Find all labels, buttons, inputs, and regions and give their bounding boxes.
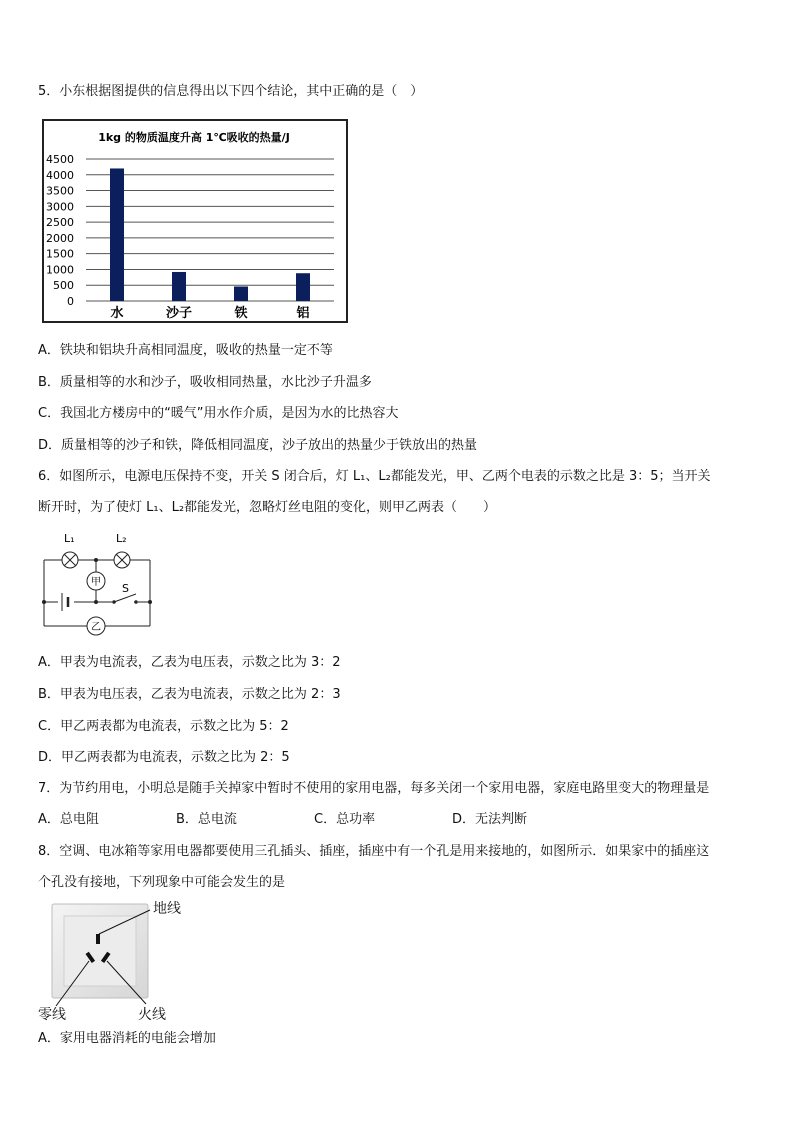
bar-1	[172, 272, 186, 301]
label-live-wire: 火线	[138, 1007, 166, 1023]
q6-stem-line2: 断开时，为了使灯 L₁、L₂都能发光，忽略灯丝电阻的变化，则甲乙两表（ ）	[38, 500, 497, 515]
q6-stem-line1: 6．如图所示，电源电压保持不变，开关 S 闭合后，灯 L₁、L₂都能发光，甲、乙两个电表的示数之比是 3：5；当开关	[38, 469, 711, 484]
label-neutral-wire: 零线	[38, 1007, 66, 1023]
q8-stem-line2: 个孔没有接地，下列现象中可能会发生的是	[38, 875, 286, 890]
bar-0	[110, 168, 124, 301]
y-tick-label: 0	[67, 295, 74, 308]
y-tick-label: 500	[53, 279, 74, 293]
y-tick-label: 4000	[46, 168, 74, 182]
q5-option-d[interactable]: D．质量相等的沙子和铁，降低相同温度，沙子放出的热量少于铁放出的热量	[38, 438, 478, 453]
q7-stem: 7．为节约用电，小明总是随手关掉家中暂时不使用的家用电器，每多关闭一个家用电器，家庭电路里变大的物理量是	[38, 781, 710, 796]
chart-title: 1kg 的物质温度升高 1℃吸收的热量/J	[98, 131, 290, 144]
q5-stem: 5．小东根据图提供的信息得出以下四个结论，其中正确的是（ ）	[38, 84, 424, 99]
q7-option-c[interactable]: C．总功率	[314, 812, 376, 827]
y-tick-label: 3000	[46, 200, 74, 214]
chart-svg	[44, 121, 346, 321]
y-tick-label: 2000	[46, 231, 74, 245]
specific-heat-bar-chart	[42, 119, 348, 323]
y-tick-label: 2500	[46, 216, 74, 230]
x-category-label: 铝	[296, 306, 310, 321]
q5-option-b[interactable]: B．质量相等的水和沙子，吸收相同热量，水比沙子升温多	[38, 375, 372, 390]
label-meter-a: 甲	[91, 577, 101, 588]
bar-3	[296, 273, 310, 301]
label-l2: L₂	[116, 532, 127, 545]
q8-option-a[interactable]: A．家用电器消耗的电能会增加	[38, 1031, 216, 1046]
bar-2	[234, 286, 248, 301]
y-tick-label: 1000	[46, 263, 74, 277]
y-tick-label: 4500	[46, 153, 74, 166]
circuit-diagram	[38, 530, 156, 638]
three-hole-socket-figure	[38, 900, 208, 1028]
q7-option-b[interactable]: B．总电流	[176, 812, 237, 827]
q6-option-a[interactable]: A．甲表为电流表，乙表为电压表，示数之比为 3：2	[38, 655, 341, 670]
y-tick-label: 3500	[46, 184, 74, 198]
q5-option-c[interactable]: C．我国北方楼房中的“暖气”用水作介质，是因为水的比热容大	[38, 406, 399, 421]
q7-option-a[interactable]: A．总电阻	[38, 812, 99, 827]
x-category-label: 水	[110, 306, 124, 321]
y-tick-label: 1500	[46, 247, 74, 261]
q6-option-d[interactable]: D．甲乙两表都为电流表，示数之比为 2：5	[38, 750, 290, 765]
q5-option-a[interactable]: A．铁块和铝块升高相同温度，吸收的热量一定不等	[38, 343, 333, 358]
label-meter-b: 乙	[91, 622, 101, 633]
label-ground-wire: 地线	[153, 901, 181, 917]
ground-hole-icon	[96, 934, 100, 944]
x-category-label: 铁	[234, 306, 248, 321]
q8-stem-line1: 8．空调、电冰箱等家用电器都要使用三孔插头、插座，插座中有一个孔是用来接地的，如图所示．如果家中的插座这	[38, 844, 710, 859]
x-category-label: 沙子	[165, 306, 193, 321]
q6-option-b[interactable]: B．甲表为电压表，乙表为电流表，示数之比为 2：3	[38, 687, 341, 702]
label-l1: L₁	[64, 532, 75, 545]
q6-option-c[interactable]: C．甲乙两表都为电流表，示数之比为 5：2	[38, 719, 289, 734]
q7-option-d[interactable]: D．无法判断	[452, 812, 528, 827]
label-switch: S	[122, 582, 129, 595]
circuit-svg	[38, 530, 156, 638]
